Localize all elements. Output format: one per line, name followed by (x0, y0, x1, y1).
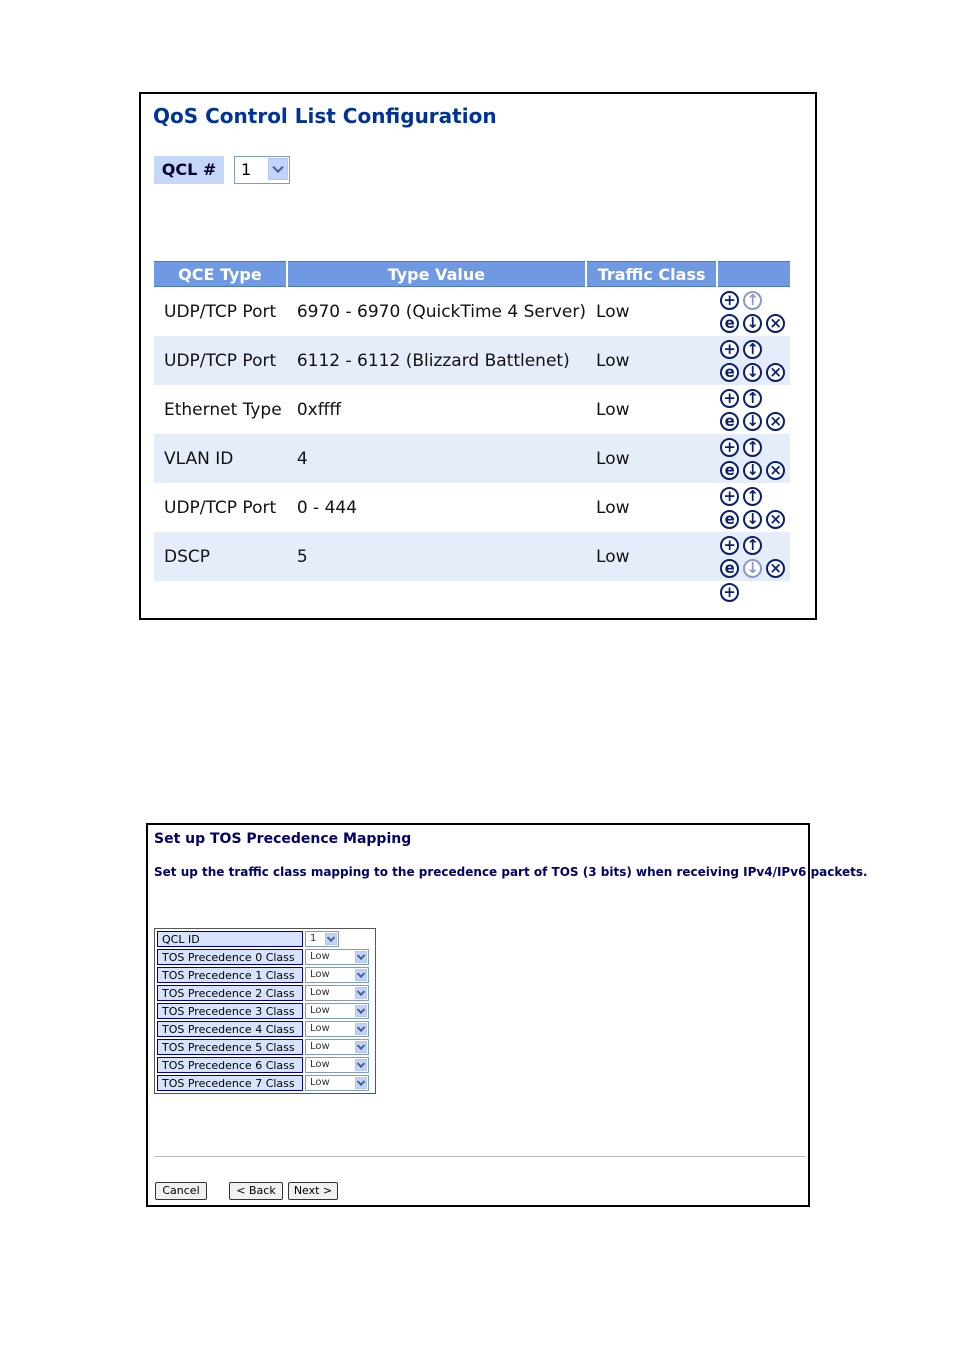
tos-precedence-select[interactable] (305, 985, 369, 1001)
header-traffic-class: Traffic Class (586, 262, 717, 287)
qce-table (154, 261, 790, 581)
table-row (154, 483, 790, 532)
header-actions (717, 262, 790, 287)
next-button[interactable]: Next > (288, 1182, 338, 1200)
type-value-cell: 0xffff (296, 399, 342, 420)
move-down-icon[interactable]: ↓ (743, 510, 762, 529)
row-actions (717, 483, 790, 532)
chevron-down-icon[interactable] (355, 951, 367, 963)
move-up-icon[interactable]: ↑ (743, 340, 762, 359)
chevron-down-icon[interactable] (355, 1041, 367, 1053)
row-actions (717, 532, 790, 581)
back-button[interactable]: < Back (229, 1182, 283, 1200)
select-value: Low (310, 969, 330, 980)
move-down-icon[interactable]: ↓ (743, 412, 762, 431)
tos-precedence-select[interactable] (305, 967, 369, 983)
table-row (154, 287, 790, 337)
table-row (154, 385, 790, 434)
edit-icon[interactable]: e (720, 412, 739, 431)
move-up-icon[interactable]: ↑ (743, 536, 762, 555)
divider (154, 1156, 806, 1157)
qcl-number-select[interactable] (234, 156, 290, 184)
chevron-down-icon[interactable] (325, 933, 337, 945)
table-row (157, 1003, 373, 1019)
tos-precedence-label: TOS Precedence 0 Class (157, 949, 303, 965)
row-actions (717, 434, 790, 483)
table-row (157, 1039, 373, 1055)
move-down-icon[interactable]: ↓ (743, 363, 762, 382)
move-down-icon[interactable]: ↓ (743, 461, 762, 480)
chevron-down-icon[interactable] (355, 1059, 367, 1071)
edit-icon[interactable]: e (720, 314, 739, 333)
chevron-down-icon[interactable] (355, 969, 367, 981)
chevron-down-icon[interactable] (355, 1077, 367, 1089)
tos-precedence-select[interactable] (305, 1039, 369, 1055)
traffic-class-cell: Low (596, 301, 630, 322)
qcl-number-label: QCL # (154, 156, 224, 184)
tos-precedence-select[interactable] (305, 1021, 369, 1037)
table-row (154, 532, 790, 581)
add-entry-icon[interactable]: + (720, 583, 739, 602)
traffic-class-cell: Low (596, 399, 630, 420)
move-down-icon[interactable]: ↓ (743, 314, 762, 333)
tos-precedence-label: TOS Precedence 5 Class (157, 1039, 303, 1055)
move-up-icon[interactable]: ↑ (743, 487, 762, 506)
qcl-id-value: 1 (310, 933, 317, 944)
tos-precedence-label: TOS Precedence 3 Class (157, 1003, 303, 1019)
table-row (157, 985, 373, 1001)
insert-icon[interactable]: + (720, 536, 739, 555)
page-title: QoS Control List Configuration (153, 104, 497, 128)
traffic-class-cell: Low (586, 532, 717, 581)
chevron-down-icon[interactable] (355, 1005, 367, 1017)
type-value-cell: 6970 - 6970 (QuickTime 4 Server) (296, 301, 587, 322)
select-value: Low (310, 1077, 330, 1088)
insert-icon[interactable]: + (720, 438, 739, 457)
table-row (157, 1057, 373, 1073)
delete-icon[interactable]: × (766, 461, 785, 480)
edit-icon[interactable]: e (720, 461, 739, 480)
chevron-down-icon[interactable] (355, 1023, 367, 1035)
edit-icon[interactable]: e (720, 559, 739, 578)
tos-precedence-panel (146, 823, 868, 1207)
table-row (157, 931, 373, 947)
select-value: Low (310, 987, 330, 998)
tos-precedence-label: TOS Precedence 1 Class (157, 967, 303, 983)
row-actions (717, 385, 790, 434)
qce-type-cell: Ethernet Type (164, 399, 282, 420)
type-value-cell: 0 - 444 (296, 497, 358, 518)
move-down-icon: ↓ (743, 559, 762, 578)
tos-precedence-select[interactable] (305, 1003, 369, 1019)
section-description: Set up the traffic class mapping to the precedence part of TOS (3 bits) when receiving IPv4/IPv6 packets. (154, 865, 868, 879)
table-row (157, 1075, 373, 1091)
table-row (157, 1021, 373, 1037)
row-actions (717, 287, 790, 337)
qcl-id-label: QCL ID (157, 931, 303, 947)
chevron-down-icon[interactable] (268, 158, 288, 180)
traffic-class-cell: Low (596, 497, 630, 518)
tos-precedence-label: TOS Precedence 6 Class (157, 1057, 303, 1073)
tos-precedence-label: TOS Precedence 7 Class (157, 1075, 303, 1091)
select-value: Low (310, 1059, 330, 1070)
delete-icon[interactable]: × (766, 314, 785, 333)
insert-icon[interactable]: + (720, 487, 739, 506)
edit-icon[interactable]: e (720, 510, 739, 529)
tos-precedence-select[interactable] (305, 949, 369, 965)
table-row (154, 434, 790, 483)
header-type-value: Type Value (287, 262, 586, 287)
traffic-class-cell: Low (586, 434, 717, 483)
type-value-cell: 6112 - 6112 (Blizzard Battlenet) (287, 336, 586, 385)
qce-type-cell: UDP/TCP Port (164, 301, 277, 322)
delete-icon[interactable]: × (766, 559, 785, 578)
qos-control-list-panel (139, 92, 817, 620)
move-up-icon: ↑ (743, 291, 762, 310)
qce-type-cell: UDP/TCP Port (154, 336, 287, 385)
delete-icon[interactable]: × (766, 363, 785, 382)
tos-mapping-table (154, 928, 376, 1094)
tos-precedence-label: TOS Precedence 2 Class (157, 985, 303, 1001)
table-row (154, 336, 790, 385)
table-row (157, 949, 373, 965)
qcl-number-value: 1 (241, 160, 252, 179)
edit-icon[interactable]: e (720, 363, 739, 382)
insert-icon[interactable]: + (720, 291, 739, 310)
select-value: Low (310, 1041, 330, 1052)
tos-precedence-label: TOS Precedence 4 Class (157, 1021, 303, 1037)
qce-type-cell: UDP/TCP Port (164, 497, 277, 518)
select-value: Low (310, 1023, 330, 1034)
delete-icon[interactable]: × (766, 412, 785, 431)
header-qce-type: QCE Type (154, 262, 287, 287)
tos-precedence-select[interactable] (305, 1057, 369, 1073)
qce-type-cell: VLAN ID (154, 434, 287, 483)
row-actions (717, 336, 790, 385)
type-value-cell: 5 (287, 532, 586, 581)
tos-precedence-select[interactable] (305, 1075, 369, 1091)
traffic-class-cell: Low (586, 336, 717, 385)
insert-icon[interactable]: + (720, 340, 739, 359)
qcl-id-select[interactable] (305, 931, 339, 947)
cancel-button[interactable]: Cancel (155, 1182, 207, 1200)
chevron-down-icon[interactable] (355, 987, 367, 999)
table-row (157, 967, 373, 983)
select-value: Low (310, 1005, 330, 1016)
qce-type-cell: DSCP (154, 532, 287, 581)
move-up-icon[interactable]: ↑ (743, 438, 762, 457)
insert-icon[interactable]: + (720, 389, 739, 408)
section-title: Set up TOS Precedence Mapping (154, 831, 412, 847)
delete-icon[interactable]: × (766, 510, 785, 529)
move-up-icon[interactable]: ↑ (743, 389, 762, 408)
type-value-cell: 4 (287, 434, 586, 483)
select-value: Low (310, 951, 330, 962)
